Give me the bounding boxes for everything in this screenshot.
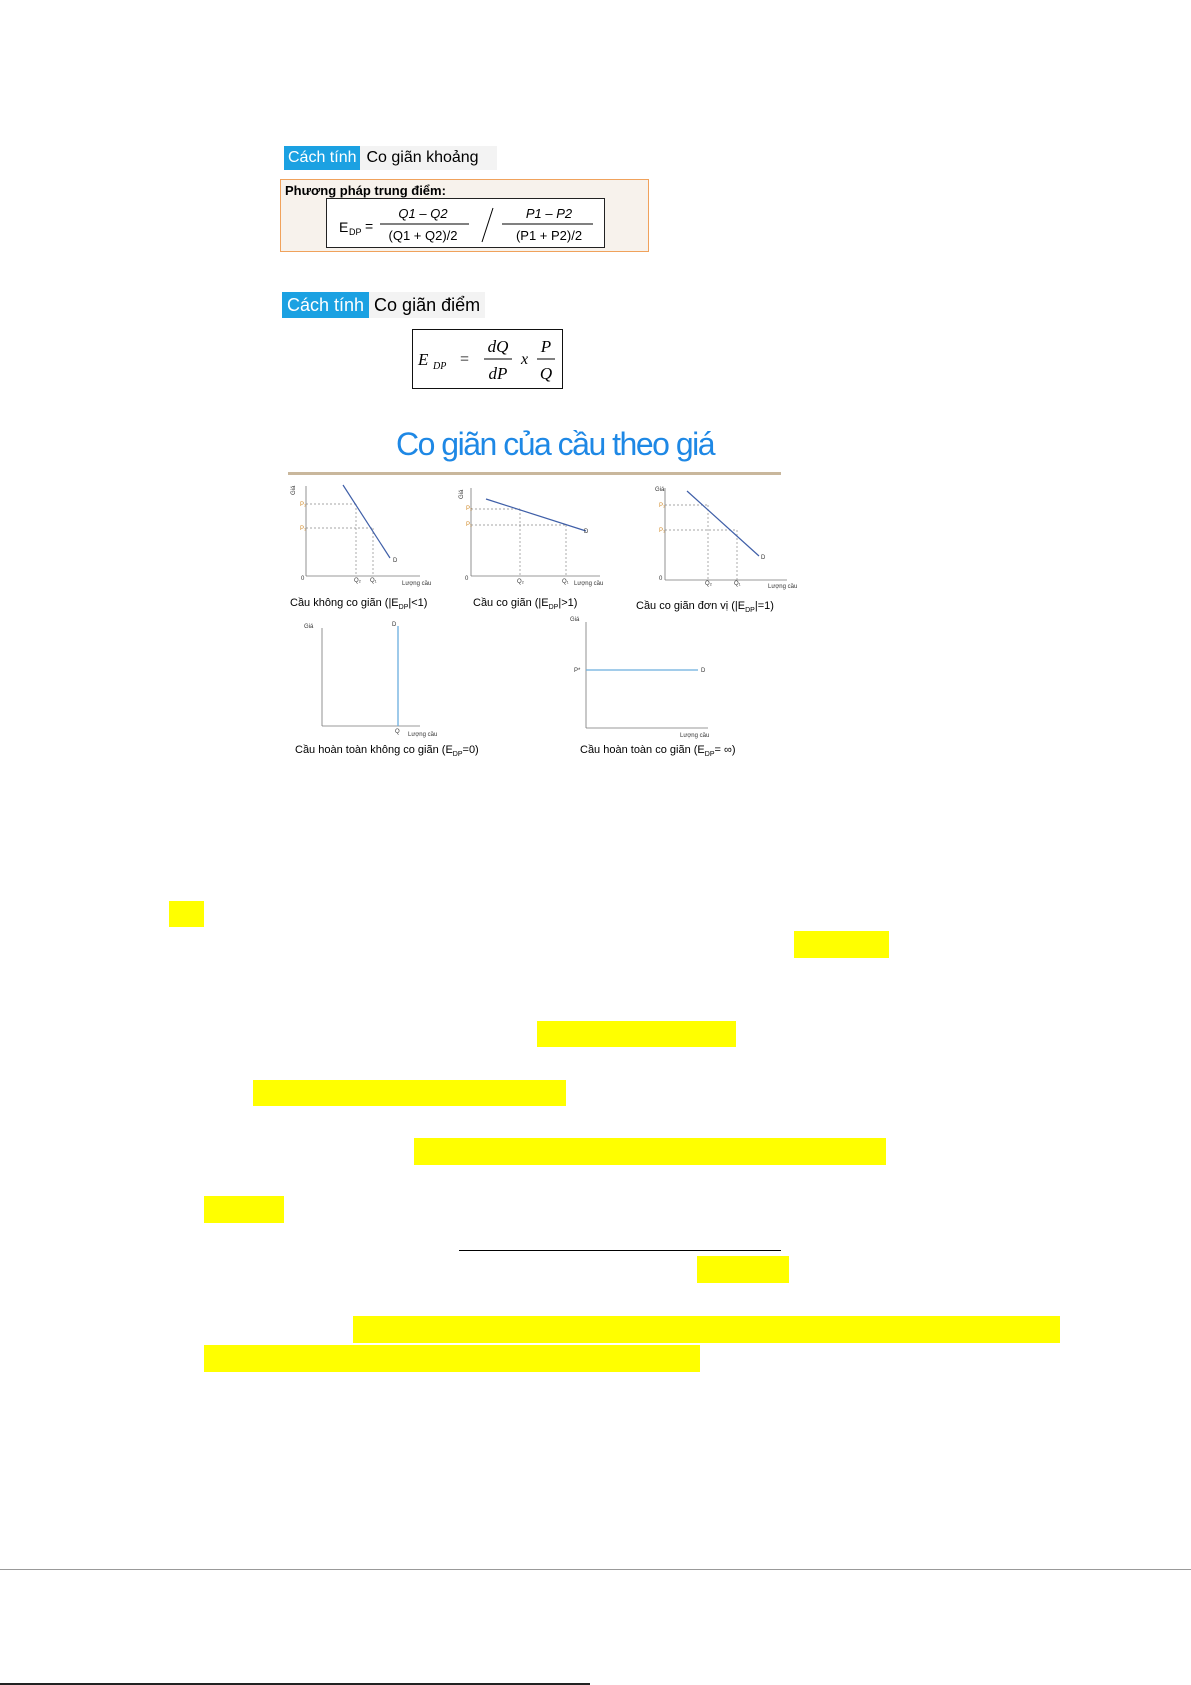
chart-perfect-elastic-xlabel: Lượng cầu (680, 733, 710, 739)
chart-inelastic-d: D (393, 558, 398, 564)
chart-elastic-q1: Q₁ (562, 579, 569, 585)
caption-perfect-inelastic-tail: =0) (462, 744, 479, 756)
chart-inelastic-xlabel: Lượng cầu (402, 581, 432, 587)
caption-perfect-inelastic-sub: DP (452, 751, 463, 759)
formula2-lhs: E (418, 350, 429, 369)
chart-unit-origin: 0 (659, 576, 663, 582)
chart-perfect-elastic-d: D (701, 668, 706, 674)
highlight-block-2 (794, 931, 889, 958)
caption-inelastic (290, 597, 427, 611)
formula1-method: Phương pháp trung điểm: (285, 183, 446, 198)
chart-unit-q1: Q₁ (734, 581, 741, 587)
formula1-eq: = (365, 218, 374, 234)
chart-inelastic-q2: Q₂ (354, 578, 361, 584)
caption-elastic-text: Cầu co giãn (|E (473, 597, 549, 609)
chart-perfect-inelastic-q: Q (395, 729, 400, 735)
formula1-heading (284, 146, 497, 170)
chart-unit-xlabel: Lượng cầu (768, 584, 798, 590)
formula1-division-slash (482, 208, 493, 242)
caption-perfect-elastic-text: Cầu hoàn toàn co giãn (E (580, 744, 705, 756)
elasticity-title-rule (288, 472, 781, 475)
chart-elastic-ylabel: Giá (459, 489, 465, 499)
formula2-tag: Cách tính (282, 292, 369, 318)
caption-perfect-elastic (580, 744, 736, 758)
chart-perfect-inelastic (300, 618, 440, 738)
chart-elastic-d: D (584, 529, 589, 535)
elasticity-title: Co giãn của cầu theo giá (396, 426, 715, 462)
formula1-den1: (Q1 + Q2)/2 (388, 228, 458, 243)
chart-perfect-elastic-pstar: P* (574, 668, 581, 674)
chart-inelastic-p2: P₂ (300, 502, 307, 508)
chart-unit-ylabel: Giá (655, 487, 665, 493)
chart-elastic (459, 484, 612, 590)
caption-inelastic-text: Cầu không co giãn (|E (290, 597, 399, 609)
formula2-den2: Q (539, 364, 553, 383)
formula1-lhs: E (339, 219, 349, 235)
formula1-num1: Q1 – Q2 (398, 206, 448, 221)
chart-unit-p2: P₂ (659, 503, 666, 509)
highlight-block-1 (169, 901, 204, 927)
formula1-svg (327, 199, 606, 249)
chart-perfect-elastic-ylabel: Giá (570, 617, 580, 623)
formula2-den1: dP (488, 364, 508, 383)
caption-inelastic-tail: |<1) (408, 597, 428, 609)
chart-unit-d: D (761, 555, 766, 561)
chart-perfect-inelastic-ylabel: Giá (304, 624, 314, 630)
formula1-lhs-sub: DP (349, 227, 362, 237)
chart-perfect-elastic (570, 612, 720, 742)
chart-unit-p1: P₁ (659, 528, 666, 534)
caption-unit-tail: |=1) (754, 600, 774, 612)
formula2-title: Co giãn điểm (369, 292, 485, 318)
footer-rule (0, 1569, 1191, 1570)
chart-elastic-p1: P₁ (466, 522, 473, 528)
caption-perfect-inelastic (295, 744, 479, 758)
chart-inelastic-p1: P₁ (300, 526, 307, 532)
chart-elastic-xlabel: Lượng cầu (574, 581, 604, 587)
caption-elastic (473, 597, 577, 611)
caption-elastic-tail: |>1) (558, 597, 578, 609)
caption-perfect-elastic-sub: DP (704, 751, 715, 759)
formula1-inner (326, 198, 605, 248)
formula1-tag: Cách tính (284, 146, 360, 170)
chart-elastic-demand-line (486, 499, 586, 531)
formula2-heading (282, 292, 485, 318)
chart-elastic-p2: P₂ (466, 506, 473, 512)
formula1-title: Co giãn khoảng (360, 146, 496, 170)
chart-perfect-inelastic-d: D (392, 622, 397, 628)
highlight-block-4 (253, 1080, 566, 1106)
chart-elastic-origin: 0 (465, 576, 469, 582)
formula1-num2: P1 – P2 (525, 206, 573, 221)
highlight-block-7 (697, 1256, 789, 1283)
highlight-block-6 (204, 1196, 284, 1223)
formula2-box (412, 329, 563, 389)
underline-rule (459, 1250, 781, 1251)
caption-unit-sub: DP (745, 607, 755, 615)
caption-perfect-elastic-tail: = ∞) (714, 744, 736, 756)
formula2-num1: dQ (487, 337, 509, 356)
formula2-eq: = (460, 351, 470, 368)
chart-unit (652, 484, 802, 590)
chart-inelastic-ylabel: Giá (291, 485, 297, 495)
caption-elastic-sub: DP (548, 604, 559, 612)
chart-unit-demand-line (687, 491, 759, 556)
highlight-block-9 (204, 1345, 700, 1372)
chart-inelastic-origin: 0 (301, 576, 305, 582)
highlight-block-3 (537, 1021, 736, 1047)
formula2-times: x (521, 351, 529, 368)
chart-inelastic-q1: Q₁ (370, 578, 377, 584)
highlight-block-5 (414, 1138, 886, 1165)
caption-inelastic-sub: DP (398, 604, 409, 612)
chart-perfect-inelastic-xlabel: Lượng cầu (408, 732, 438, 738)
chart-unit-q2: Q₂ (705, 581, 712, 587)
formula2-svg (413, 330, 564, 390)
highlight-block-8 (353, 1316, 1060, 1343)
caption-unit-text: Cầu co giãn đơn vị (|E (636, 600, 746, 612)
caption-perfect-inelastic-text: Cầu hoàn toàn không co giãn (E (295, 744, 453, 756)
formula1-box (280, 179, 649, 252)
chart-inelastic-demand-line (343, 485, 390, 558)
formula1-den2: (P1 + P2)/2 (515, 228, 583, 243)
formula2-num2: P (540, 337, 552, 356)
chart-inelastic (290, 478, 440, 588)
chart-elastic-q2: Q₂ (517, 579, 524, 585)
formula2-lhs-sub: DP (433, 361, 447, 372)
